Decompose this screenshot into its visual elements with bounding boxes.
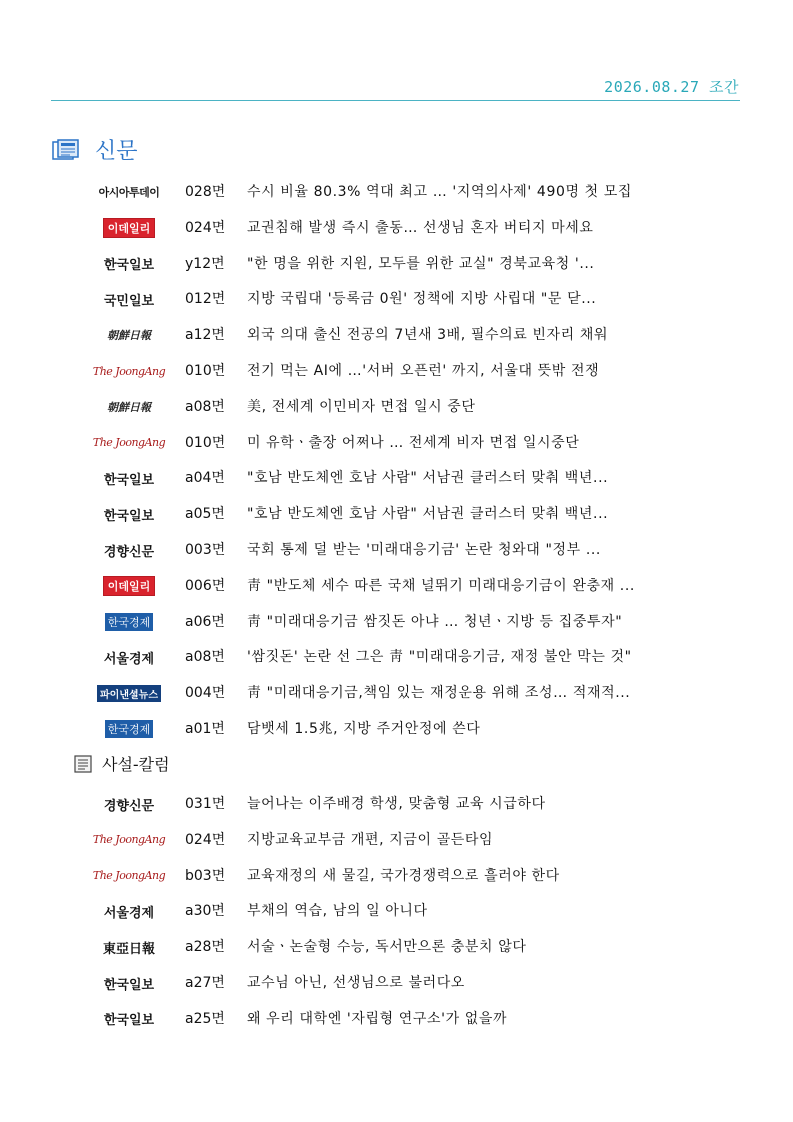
outlet-name: 서울경제 bbox=[103, 651, 155, 667]
outlet-name: The JoongAng bbox=[92, 364, 166, 378]
kyunghyang-logo bbox=[102, 793, 156, 815]
article-headline[interactable]: 왜 우리 대학엔 '자립형 연구소'가 없을까 bbox=[247, 1010, 508, 1027]
article-headline[interactable]: "호남 반도체엔 호남 사람" 서남권 클러스터 맞춰 백년... bbox=[247, 506, 609, 523]
article-row[interactable] bbox=[0, 217, 793, 253]
editorial-icon bbox=[74, 755, 92, 773]
sedaily-logo bbox=[102, 900, 156, 922]
outlet-name: 서울경제 bbox=[103, 905, 155, 921]
hankookilbo-logo bbox=[102, 253, 156, 275]
page-number: a04면 bbox=[185, 470, 225, 487]
joongang-logo bbox=[92, 829, 166, 851]
hankyung-logo bbox=[102, 718, 156, 740]
fnnews-logo bbox=[102, 682, 156, 704]
article-row[interactable] bbox=[0, 682, 793, 718]
page-number: 024면 bbox=[185, 219, 226, 236]
outlet-name: 경향신문 bbox=[103, 798, 155, 814]
outlet-name: The JoongAng bbox=[92, 833, 166, 847]
article-headline[interactable]: 서술ㆍ논술형 수능, 독서만으론 충분치 않다 bbox=[247, 939, 527, 956]
donga-logo bbox=[102, 936, 156, 958]
page-number: 003면 bbox=[185, 542, 226, 558]
article-row[interactable] bbox=[0, 718, 793, 754]
article-row[interactable] bbox=[0, 181, 793, 217]
outlet-name: 朝鮮日報 bbox=[107, 400, 151, 414]
article-row[interactable] bbox=[0, 900, 793, 936]
outlet-name: The JoongAng bbox=[92, 869, 166, 883]
edition-date: 2026.08.27 조간 bbox=[604, 78, 739, 96]
article-headline[interactable]: 외국 의대 출신 전공의 7년새 3배, 필수의료 빈자리 채워 bbox=[247, 327, 609, 344]
page-number: 004면 bbox=[185, 685, 226, 702]
page-number: a06면 bbox=[185, 613, 225, 630]
section-editorial-heading bbox=[74, 752, 170, 775]
outlet-name: 한국경제 bbox=[105, 720, 154, 738]
header-divider bbox=[51, 100, 740, 101]
page-number: 010면 bbox=[185, 363, 226, 379]
article-row[interactable] bbox=[0, 539, 793, 575]
section-newspaper-heading bbox=[52, 134, 138, 165]
page-number: a27면 bbox=[185, 975, 225, 991]
page-number: a12면 bbox=[185, 327, 225, 344]
kukminilbo-logo bbox=[102, 288, 156, 310]
hankookilbo-logo bbox=[102, 503, 156, 525]
page-number: a08면 bbox=[185, 649, 225, 666]
article-row[interactable] bbox=[0, 288, 793, 324]
article-row[interactable] bbox=[0, 575, 793, 611]
outlet-name: 한국일보 bbox=[103, 1013, 155, 1029]
newspaper-icon bbox=[52, 139, 79, 161]
outlet-name: 한국일보 bbox=[103, 472, 155, 488]
article-row[interactable] bbox=[0, 972, 793, 1008]
outlet-name: 東亞日報 bbox=[102, 941, 155, 957]
page-number: a30면 bbox=[185, 903, 225, 920]
article-headline[interactable]: 교수님 아닌, 선생님으로 불러다오 bbox=[247, 975, 465, 991]
page-number: b03면 bbox=[185, 867, 226, 884]
outlet-name: 이데일리 bbox=[103, 218, 156, 238]
article-headline[interactable]: 전기 먹는 AI에 …'서버 오픈런' 까지, 서울대 뜻밖 전쟁 bbox=[247, 363, 600, 379]
article-row[interactable] bbox=[0, 467, 793, 503]
outlet-name: 이데일리 bbox=[103, 576, 156, 596]
outlet-name: 한국일보 bbox=[103, 508, 155, 524]
section-title: 사설-칼럼 bbox=[102, 755, 170, 774]
article-row[interactable] bbox=[0, 936, 793, 972]
page-number: a01면 bbox=[185, 721, 225, 737]
hankookilbo-logo bbox=[102, 467, 156, 489]
article-row[interactable] bbox=[0, 503, 793, 539]
section-title: 신문 bbox=[95, 139, 138, 164]
article-headline[interactable]: 수시 비율 80.3% 역대 최고 … '지역의사제' 490명 첫 모집 bbox=[247, 184, 633, 200]
article-row[interactable] bbox=[0, 1008, 793, 1044]
article-row[interactable] bbox=[0, 793, 793, 829]
article-headline[interactable]: 부채의 역습, 남의 일 아니다 bbox=[247, 903, 428, 920]
page-number: a25면 bbox=[185, 1010, 225, 1027]
hankookilbo-logo bbox=[102, 972, 156, 994]
joongang-logo bbox=[92, 432, 166, 454]
article-headline[interactable]: 靑 "미래대응기금,책임 있는 재정운용 위해 조성… 적재적... bbox=[247, 685, 631, 702]
article-row[interactable] bbox=[0, 646, 793, 682]
article-headline[interactable]: "한 명을 위한 지원, 모두를 위한 교실" 경북교육청 '... bbox=[247, 255, 595, 272]
outlet-name: 파이낸셜뉴스 bbox=[97, 685, 161, 702]
article-row[interactable] bbox=[0, 360, 793, 396]
article-headline[interactable]: 늘어나는 이주배경 학생, 맞춤형 교육 시급하다 bbox=[247, 796, 546, 812]
outlet-name: The JoongAng bbox=[92, 436, 166, 450]
joongang-logo bbox=[92, 865, 166, 887]
outlet-name: 한국일보 bbox=[103, 977, 155, 993]
page-number: y12면 bbox=[185, 255, 225, 272]
article-headline[interactable]: 靑 "미래대응기금 쌈짓돈 아냐 … 청년ㆍ지방 등 집중투자" bbox=[247, 613, 623, 630]
chosun-logo bbox=[102, 324, 156, 346]
outlet-name: 한국경제 bbox=[105, 613, 154, 631]
outlet-name: 朝鮮日報 bbox=[107, 329, 151, 343]
page-number: 024면 bbox=[185, 831, 226, 848]
article-headline[interactable]: 국회 통제 덜 받는 '미래대응기금' 논란 청와대 "정부 ... bbox=[247, 542, 601, 558]
chosun-logo bbox=[102, 396, 156, 418]
article-headline[interactable]: 지방교육교부금 개편, 지금이 골든타임 bbox=[247, 831, 494, 848]
article-row[interactable] bbox=[0, 432, 793, 468]
edaily-logo bbox=[102, 575, 156, 597]
hankookilbo-logo bbox=[102, 1008, 156, 1030]
edaily-logo bbox=[102, 217, 156, 239]
article-row[interactable] bbox=[0, 611, 793, 647]
outlet-name: 경향신문 bbox=[103, 544, 155, 560]
article-headline[interactable]: 미 유학ㆍ출장 어쩌나 … 전세계 비자 면접 일시중단 bbox=[247, 434, 580, 451]
article-row[interactable] bbox=[0, 324, 793, 360]
outlet-name: 아시아투데이 bbox=[98, 186, 160, 199]
article-row[interactable] bbox=[0, 865, 793, 901]
page-number: 031면 bbox=[185, 796, 226, 812]
sedaily-logo bbox=[102, 646, 156, 668]
article-headline[interactable]: 美, 전세계 이민비자 면접 일시 중단 bbox=[247, 398, 476, 415]
article-row[interactable] bbox=[0, 396, 793, 432]
page-number: a08면 bbox=[185, 398, 225, 415]
joongang-logo bbox=[92, 360, 166, 382]
article-headline[interactable]: 교육재정의 새 물길, 국가경쟁력으로 흘러야 한다 bbox=[247, 867, 560, 884]
outlet-name: 국민일보 bbox=[103, 293, 155, 309]
page-number: a28면 bbox=[185, 939, 225, 956]
article-headline[interactable]: 담뱃세 1.5兆, 지방 주거안정에 쓴다 bbox=[247, 721, 481, 737]
outlet-name: 한국일보 bbox=[103, 258, 155, 274]
hankyung-logo bbox=[102, 611, 156, 633]
article-headline[interactable]: 靑 "반도체 세수 따른 국채 널뛰기 미래대응기금이 완충재 ... bbox=[247, 577, 635, 594]
page-number: 012면 bbox=[185, 291, 226, 308]
article-row[interactable] bbox=[0, 829, 793, 865]
page-number: 006면 bbox=[185, 577, 226, 594]
asiatoday-logo bbox=[98, 181, 160, 203]
kyunghyang-logo bbox=[102, 539, 156, 561]
article-headline[interactable]: '쌈짓돈' 논란 선 그은 靑 "미래대응기금, 재정 불안 막는 것" bbox=[247, 649, 632, 666]
article-row[interactable] bbox=[0, 253, 793, 289]
article-headline[interactable]: 교권침해 발생 즉시 출동… 선생님 혼자 버티지 마세요 bbox=[247, 219, 594, 236]
article-headline[interactable]: 지방 국립대 '등록금 0원' 정책에 지방 사립대 "문 닫... bbox=[247, 291, 597, 308]
page-number: a05면 bbox=[185, 506, 225, 523]
page-number: 028면 bbox=[185, 184, 226, 200]
article-headline[interactable]: "호남 반도체엔 호남 사람" 서남권 클러스터 맞춰 백년... bbox=[247, 470, 609, 487]
page-number: 010면 bbox=[185, 434, 226, 451]
